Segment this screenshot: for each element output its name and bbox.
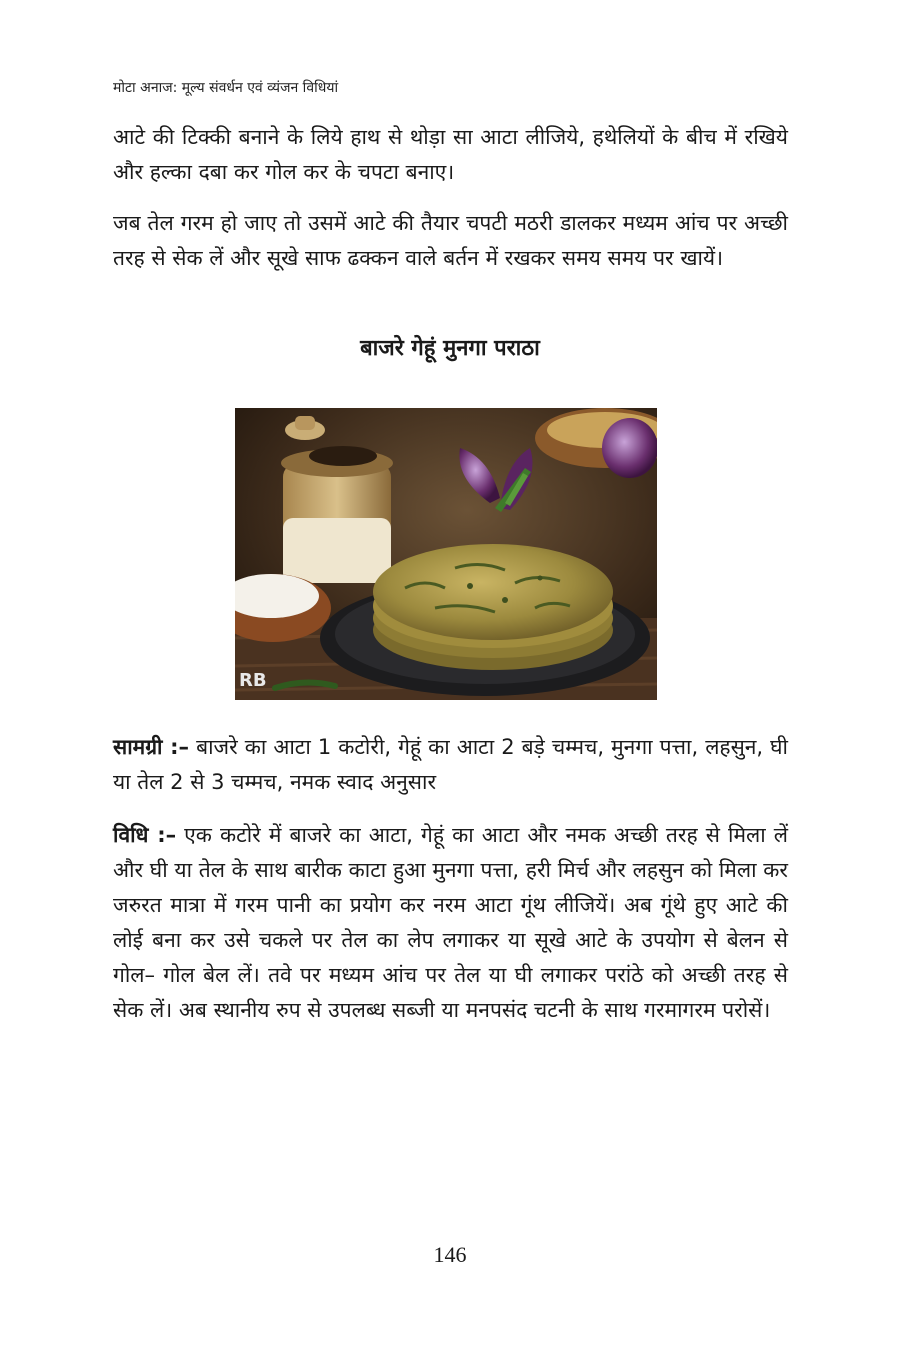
page-number: 146 xyxy=(433,1242,467,1267)
photo-watermark: RB xyxy=(239,670,267,691)
intro-paragraph-2: जब तेल गरम हो जाए तो उसमें आटे की तैयार चपटी मठरी डालकर मध्यम आंच पर अच्छी तरह से सेक लें और सूखे साफ ढक्कन वाले बर्तन में रखकर समय समय पर खायें। xyxy=(113,211,788,270)
method-paragraph xyxy=(113,818,788,1028)
method-label: विधि :– xyxy=(113,823,177,847)
ingredients-paragraph xyxy=(113,730,788,800)
paratha-photo xyxy=(235,408,657,700)
ingredients-text: बाजरे का आटा 1 कटोरी, गेहूं का आटा 2 बड़े चम्मच, मुनगा पत्ता, लहसुन, घी या तेल 2 से 3 चम्मच, नमक स्वाद अनुसार xyxy=(113,735,788,794)
recipe-title: बाजरे गेहूं मुनगा पराठा xyxy=(360,336,540,361)
intro-paragraph-1: आटे की टिक्की बनाने के लिये हाथ से थोड़ा सा आटा लीजिये, हथेलियों के बीच में रखिये और हल्का दबा कर गोल कर के चपटा बनाए। xyxy=(113,125,788,184)
ingredients-label: सामग्री :– xyxy=(113,735,190,759)
method-text: एक कटोरे में बाजरे का आटा, गेहूं का आटा और नमक अच्छी तरह से मिला लें और घी या तेल के साथ बारीक काटा हुआ मुनगा पत्ता, हरी मिर्च और लहसुन को मिला कर जरुरत मात्रा में गरम पानी का प्रयोग कर नरम आटा गूंथ लीजियें। अब गूंथे हुए आटे की लोई बना कर उसे चकले पर तेल का लेप लगाकर या सूखे आटे के उपयोग से बेलन से गोल– गोल बेल लें। तवे पर मध्यम आंच पर तेल या घी लगाकर परांठे को अच्छी तरह से सेक लें। अब स्थानीय रुप से उपलब्ध सब्जी या मनपसंद चटनी के साथ गरमागरम परोसें। xyxy=(113,823,788,1022)
running-header: मोटा अनाज: मूल्य संवर्धन एवं व्यंजन विधियां xyxy=(113,80,339,96)
